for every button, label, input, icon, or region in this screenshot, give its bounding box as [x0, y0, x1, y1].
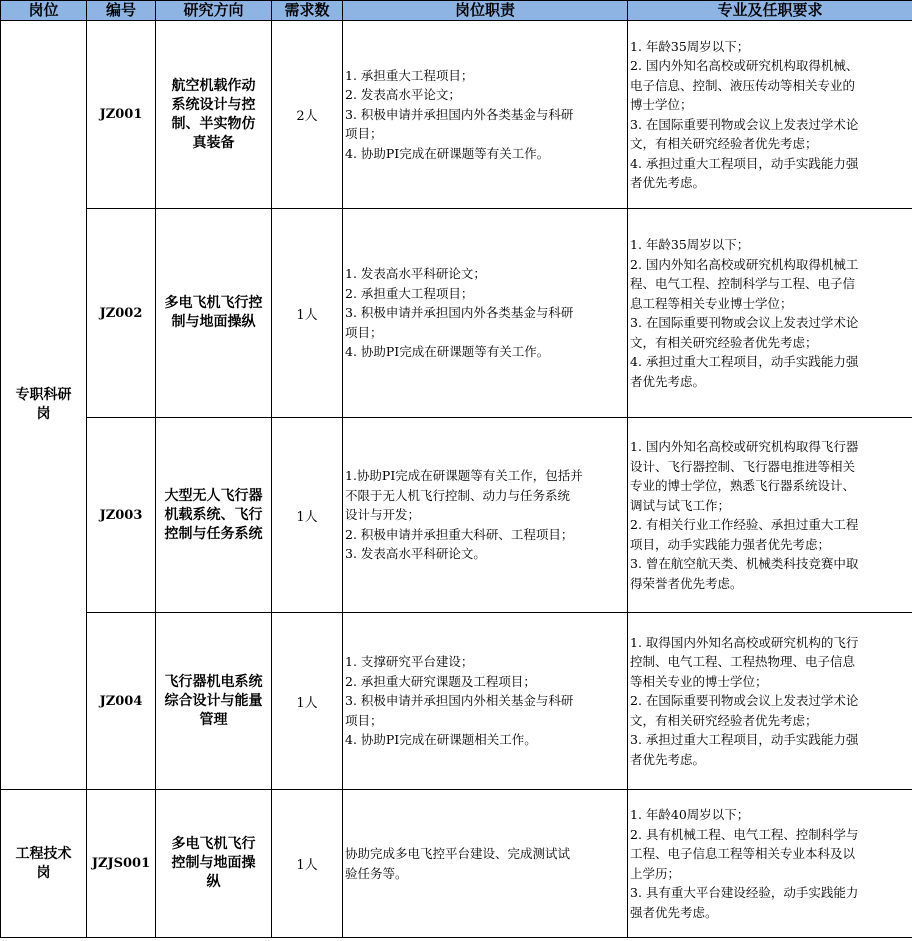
- table-row: [1, 613, 912, 790]
- header-row: [1, 1, 912, 21]
- requirements: 1. 年龄40周岁以下； 2. 具有机械工程、电气工程、控制科学与 工程、电子信息工程等相关专业本科及以 上学历； 3. 具有重大平台建设经验，动手实践能力 强者优先考虑。: [628, 790, 912, 938]
- header-requirements: 专业及任职要求: [628, 1, 912, 21]
- header-duties: 岗位职责: [343, 1, 628, 21]
- table-row: [1, 418, 912, 613]
- research-direction: 多电飞机飞行控 制与地面操纵: [156, 209, 272, 418]
- headcount: 1人: [272, 613, 343, 790]
- header-position: 岗位: [1, 1, 87, 21]
- duties: 协助完成多电飞控平台建设、完成测试试 验任务等。: [343, 790, 628, 938]
- table-row: [1, 21, 912, 209]
- headcount: 1人: [272, 418, 343, 613]
- research-direction: 飞行器机电系统 综合设计与能量 管理: [156, 613, 272, 790]
- requirements: 1. 年龄35周岁以下； 2. 国内外知名高校或研究机构取得机械工 程、电气工程、控制科学与工程、电子信 息工程等相关专业博士学位； 3. 在国际重要刊物或会议上发表过学术论 文，有相关研究经验者优先考虑； 4. 承担过重大工程项目，动手实践能力强 者优先考虑。: [628, 209, 912, 418]
- position-code: JZ004: [87, 613, 156, 790]
- research-direction: 大型无人飞行器 机载系统、飞行 控制与任务系统: [156, 418, 272, 613]
- research-direction: 航空机载作动 系统设计与控 制、半实物仿 真装备: [156, 21, 272, 209]
- position-code: JZ001: [87, 21, 156, 209]
- headcount: 1人: [272, 209, 343, 418]
- position-code: JZ002: [87, 209, 156, 418]
- duties: 1. 支撑研究平台建设； 2. 承担重大研究课题及工程项目； 3. 积极申请并承担国内外相关基金与科研 项目； 4. 协助PI完成在研课题相关工作。: [343, 613, 628, 790]
- headcount: 2人: [272, 21, 343, 209]
- header-count: 需求数: [272, 1, 343, 21]
- headcount: 1人: [272, 790, 343, 938]
- header-direction: 研究方向: [156, 1, 272, 21]
- category-research: 专职科研 岗: [1, 21, 87, 790]
- position-code: JZJS001: [87, 790, 156, 938]
- category-engineering: 工程技术 岗: [1, 790, 87, 938]
- requirements: 1. 年龄35周岁以下； 2. 国内外知名高校或研究机构取得机械、 电子信息、控制、液压传动等相关专业的 博士学位； 3. 在国际重要刊物或会议上发表过学术论 文，有相关研究经验者优先考虑； 4. 承担过重大工程项目，动手实践能力强 者优先考虑。: [628, 21, 912, 209]
- table-row: [1, 209, 912, 418]
- research-direction: 多电飞机飞行 控制与地面操 纵: [156, 790, 272, 938]
- table-row: [1, 790, 912, 938]
- requirements: 1. 取得国内外知名高校或研究机构的飞行 控制、电气工程、工程热物理、电子信息 等相关专业的博士学位； 2. 在国际重要刊物或会议上发表过学术论 文，有相关研究经验者优先考虑； 3. 承担过重大工程项目，动手实践能力强 者优先考虑。: [628, 613, 912, 790]
- requirements: 1. 国内外知名高校或研究机构取得飞行器 设计、飞行器控制、飞行器电推进等相关 专业的博士学位，熟悉飞行器系统设计、 调试与试飞工作； 2. 有相关行业工作经验、承担过重大工程 项目，动手实践能力强者优先考虑； 3. 曾在航空航天类、机械类科技竞赛中取 得荣誉者优先考虑。: [628, 418, 912, 613]
- duties: 1. 发表高水平科研论文； 2. 承担重大工程项目； 3. 积极申请并承担国内外各类基金与科研 项目； 4. 协助PI完成在研课题等有关工作。: [343, 209, 628, 418]
- duties: 1. 承担重大工程项目； 2. 发表高水平论文； 3. 积极申请并承担国内外各类基金与科研 项目； 4. 协助PI完成在研课题等有关工作。: [343, 21, 628, 209]
- duties: 1.协助PI完成在研课题等有关工作，包括并 不限于无人机飞行控制、动力与任务系统 设计与开发； 2. 积极申请并承担重大科研、工程项目； 3. 发表高水平科研论文。: [343, 418, 628, 613]
- header-code: 编号: [87, 1, 156, 21]
- position-code: JZ003: [87, 418, 156, 613]
